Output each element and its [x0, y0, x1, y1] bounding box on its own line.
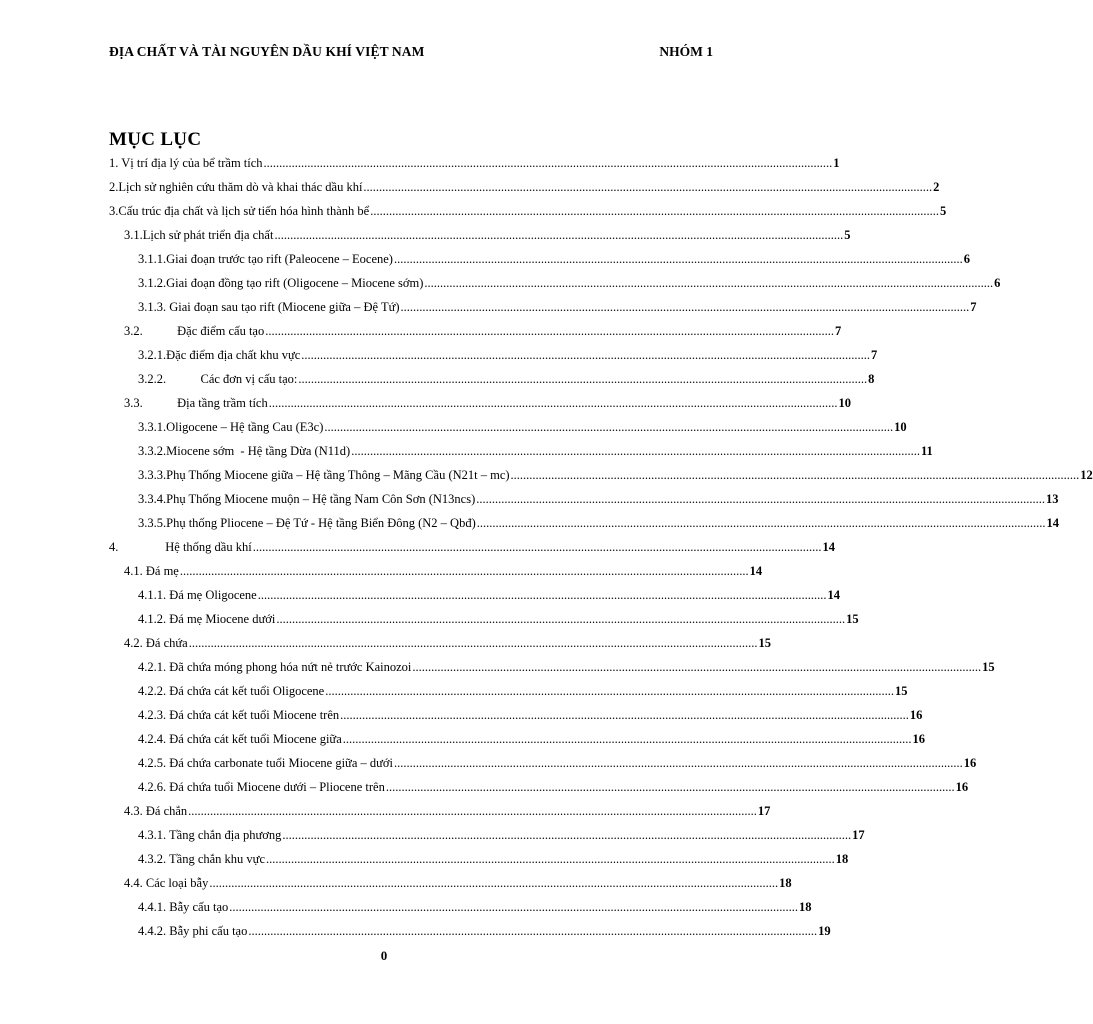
toc-entry-page: 11 [920, 444, 933, 458]
toc-entry-label: 4.2.3. Đá chứa cát kết tuổi Miocene trên [138, 708, 340, 722]
toc-entry-page: 6 [963, 252, 970, 266]
dot-leader: ...................................................................................................................................................................................... [265, 324, 834, 338]
toc-entry-page: 2 [933, 180, 940, 194]
toc-entry-page: 12 [1080, 468, 1093, 482]
dot-leader: ...................................................................................................................................................................................... [263, 156, 833, 170]
toc-entry[interactable] [138, 895, 812, 915]
toc-entry-label: 4.4.2. Bẫy phi cấu tạo [138, 924, 248, 938]
toc-entry-label: 3.2.2. Các đơn vị cấu tạo: [138, 372, 298, 386]
toc-entry-page: 5 [844, 228, 851, 242]
dot-leader: ...................................................................................................................................................................................... [385, 780, 955, 794]
toc-entry-label: 3.Cấu trúc địa chất và lịch sử tiến hóa hình thành bể [109, 204, 370, 218]
toc-entry-label: 4.3.1. Tầng chắn địa phương [138, 828, 282, 842]
dot-leader: ...................................................................................................................................................................................... [400, 300, 970, 314]
toc-entry[interactable] [124, 631, 771, 651]
toc-entry[interactable] [138, 439, 933, 459]
toc-entry-page: 18 [835, 852, 849, 866]
toc-entry-label: 4.2.2. Đá chứa cát kết tuổi Oligocene [138, 684, 325, 698]
toc-entry-page: 15 [758, 636, 771, 650]
toc-entry-label: 2.Lịch sử nghiên cứu thăm dò và khai thác dầu khí [109, 180, 363, 194]
toc-entry-page: 5 [939, 204, 947, 218]
toc-entry-label: 3.3. Địa tầng trầm tích [124, 396, 268, 410]
toc-entry-page: 19 [818, 924, 831, 938]
toc-entry-label: 4.2.1. Đã chứa móng phong hóa nứt nẻ trước Kainozoi [138, 660, 412, 674]
toc-entry-page: 7 [970, 300, 977, 314]
dot-leader: ...................................................................................................................................................................................... [298, 372, 868, 386]
toc-entry[interactable] [124, 799, 771, 819]
toc-entry-page: 7 [871, 348, 878, 362]
dot-leader: ...................................................................................................................................................................................... [393, 252, 963, 266]
toc-entry[interactable] [138, 607, 859, 627]
dot-leader: ...................................................................................................................................................................................... [424, 276, 994, 290]
toc-entry[interactable] [138, 271, 1001, 291]
toc-entry[interactable] [138, 679, 908, 699]
toc-entry-page: 1 [833, 156, 840, 170]
toc-entry-page: 15 [846, 612, 859, 626]
toc-entry[interactable] [138, 511, 1060, 531]
toc-entry-page: 15 [894, 684, 908, 698]
toc-entry-label: 4.4.1. Bẫy cấu tạo [138, 900, 229, 914]
dot-leader: ...................................................................................................................................................................................... [179, 564, 749, 578]
toc-entry-label: 3.3.5.Phụ thống Pliocene – Đệ Tứ - Hệ tầng Biển Đông (N2 – Qbđ) [138, 516, 476, 530]
toc-entry-label: 3.1.1.Giai đoạn trước tạo rift (Paleocene – Eocene) [138, 252, 393, 266]
toc-entry[interactable] [138, 655, 995, 675]
toc-entry[interactable] [138, 919, 831, 939]
toc-entry-page: 6 [994, 276, 1001, 290]
toc-entry[interactable] [138, 487, 1059, 507]
dot-leader: ...................................................................................................................................................................................... [268, 396, 838, 410]
dot-leader: ...................................................................................................................................................................................... [510, 468, 1080, 482]
toc-entry-label: 4.2.5. Đá chứa carbonate tuổi Miocene giữa – dưới [138, 756, 393, 770]
toc-entry[interactable] [109, 151, 840, 171]
toc-entry[interactable] [138, 751, 977, 771]
dot-leader: ...................................................................................................................................................................................... [342, 732, 912, 746]
toc-entry-label: 4.1. Đá mẹ [124, 564, 179, 578]
toc-entry-page: 14 [1046, 516, 1060, 530]
page-header [109, 44, 713, 64]
toc-entry-label: 3.1.2.Giai đoạn đồng tạo rift (Oligocene – Miocene sớm) [138, 276, 424, 290]
toc-entry[interactable] [138, 415, 907, 435]
dot-leader: ...................................................................................................................................................................................... [412, 660, 982, 674]
dot-leader: ...................................................................................................................................................................................... [324, 420, 894, 434]
dot-leader: ...................................................................................................................................................................................... [229, 900, 799, 914]
dot-leader: ...................................................................................................................................................................................... [257, 588, 827, 602]
toc-entry-label: 3.3.1.Oligocene – Hệ tầng Cau (E3c) [138, 420, 324, 434]
toc-entry[interactable] [138, 823, 865, 843]
toc-entry-page: 16 [912, 732, 926, 746]
toc-entry-page: 14 [827, 588, 840, 602]
toc-entry-label: 4.3.2. Tầng chắn khu vực [138, 852, 266, 866]
toc-entry-label: 3.2. Đặc điểm cấu tạo [124, 324, 265, 338]
toc-entry[interactable] [138, 295, 977, 315]
toc-entry[interactable] [138, 463, 1093, 483]
toc-entry[interactable] [138, 247, 970, 267]
toc-entry[interactable] [138, 727, 926, 747]
toc-entry-page: 7 [834, 324, 842, 338]
toc-entry-label: 3.1.3. Giai đoạn sau tạo rift (Miocene giữa – Đệ Tứ) [138, 300, 400, 314]
toc-entry[interactable] [124, 319, 842, 339]
dot-leader: ...................................................................................................................................................................................... [476, 516, 1046, 530]
dot-leader: ...................................................................................................................................................................................... [301, 348, 871, 362]
toc-entry[interactable] [138, 847, 849, 867]
toc-entry-page: 16 [963, 756, 977, 770]
dot-leader: ...................................................................................................................................................................................... [188, 636, 758, 650]
toc-entry-label: 4.2.4. Đá chứa cát kết tuổi Miocene giữa [138, 732, 342, 746]
dot-leader: ...................................................................................................................................................................................... [252, 540, 822, 554]
dot-leader: ...................................................................................................................................................................................... [340, 708, 909, 722]
toc-entry[interactable] [124, 559, 763, 579]
toc-entry-label: 3.3.3.Phụ Thống Miocene giữa – Hệ tầng Thông – Mãng Cầu (N21t – mc) [138, 468, 510, 482]
toc-entry-label: 4.4. Các loại bẫy [124, 876, 209, 890]
toc-entry[interactable] [138, 367, 875, 387]
toc-entry-label: 4.1.1. Đá mẹ Oligocene [138, 588, 257, 602]
toc-entry-page: 17 [852, 828, 865, 842]
toc-entry-label: 4.2.6. Đá chứa tuổi Miocene dưới – Pliocene trên [138, 780, 385, 794]
group-label: NHÓM 1 [659, 44, 713, 59]
toc-entry[interactable] [138, 775, 969, 795]
toc-entry[interactable] [138, 703, 923, 723]
toc-entry[interactable] [109, 175, 940, 195]
toc-entry[interactable] [124, 391, 851, 411]
toc-entry-page: 15 [982, 660, 995, 674]
dot-leader: ...................................................................................................................................................................................... [274, 228, 844, 242]
document-title: ĐỊA CHẤT VÀ TÀI NGUYÊN DẦU KHÍ VIỆT NAM [109, 44, 425, 59]
toc-entry[interactable] [124, 223, 851, 243]
dot-leader: ...................................................................................................................................................................................... [476, 492, 1045, 506]
dot-leader: ...................................................................................................................................................................................... [276, 612, 846, 626]
toc-entry-label: 3.3.4.Phụ Thống Miocene muộn – Hệ tầng Nam Côn Sơn (N13ncs) [138, 492, 476, 506]
dot-leader: ...................................................................................................................................................................................... [393, 756, 963, 770]
toc-entry-page: 14 [749, 564, 763, 578]
toc-entry-page: 16 [955, 780, 969, 794]
toc-entry[interactable] [109, 199, 947, 219]
dot-leader: ...................................................................................................................................................................................... [188, 804, 757, 818]
toc-entry-page: 17 [757, 804, 771, 818]
toc-entry-page: 18 [779, 876, 792, 890]
toc-entry-page: 8 [868, 372, 875, 386]
dot-leader: ...................................................................................................................................................................................... [351, 444, 920, 458]
toc-entry-page: 16 [909, 708, 923, 722]
dot-leader: ...................................................................................................................................................................................... [282, 828, 852, 842]
toc-entry-label: 3.2.1.Đặc điểm địa chất khu vực [138, 348, 301, 362]
toc-heading: MỤC LỤC [109, 129, 202, 150]
toc-entry-label: 3.1.Lịch sử phát triển địa chất [124, 228, 274, 242]
toc-entry-label: 4.3. Đá chắn [124, 804, 188, 818]
toc-entry-page: 14 [822, 540, 835, 554]
toc-entry-label: 3.3.2.Miocene sớm - Hệ tầng Dừa (N11d) [138, 444, 351, 458]
toc-entry-page: 18 [799, 900, 812, 914]
toc-entry-label: 4.1.2. Đá mẹ Miocene dưới [138, 612, 276, 626]
dot-leader: ...................................................................................................................................................................................... [363, 180, 933, 194]
toc-entry[interactable] [138, 583, 840, 603]
toc-entry[interactable] [124, 871, 792, 891]
toc-entry-page: 10 [894, 420, 907, 434]
toc-entry-page: 10 [838, 396, 851, 410]
dot-leader: ...................................................................................................................................................................................... [266, 852, 835, 866]
toc-entry[interactable] [109, 535, 835, 555]
toc-entry-label: 4. Hệ thống dầu khí [109, 540, 252, 554]
dot-leader: ...................................................................................................................................................................................... [209, 876, 779, 890]
page-number: 0 [380, 948, 388, 963]
dot-leader: ...................................................................................................................................................................................... [248, 924, 818, 938]
toc-entry-label: 1. Vị trí địa lý của bể trầm tích [109, 156, 263, 170]
toc-entry-page: 13 [1046, 492, 1059, 506]
dot-leader: ...................................................................................................................................................................................... [325, 684, 894, 698]
toc-entry-label: 4.2. Đá chứa [124, 636, 188, 650]
dot-leader: ...................................................................................................................................................................................... [370, 204, 939, 218]
toc-entry[interactable] [138, 343, 878, 363]
